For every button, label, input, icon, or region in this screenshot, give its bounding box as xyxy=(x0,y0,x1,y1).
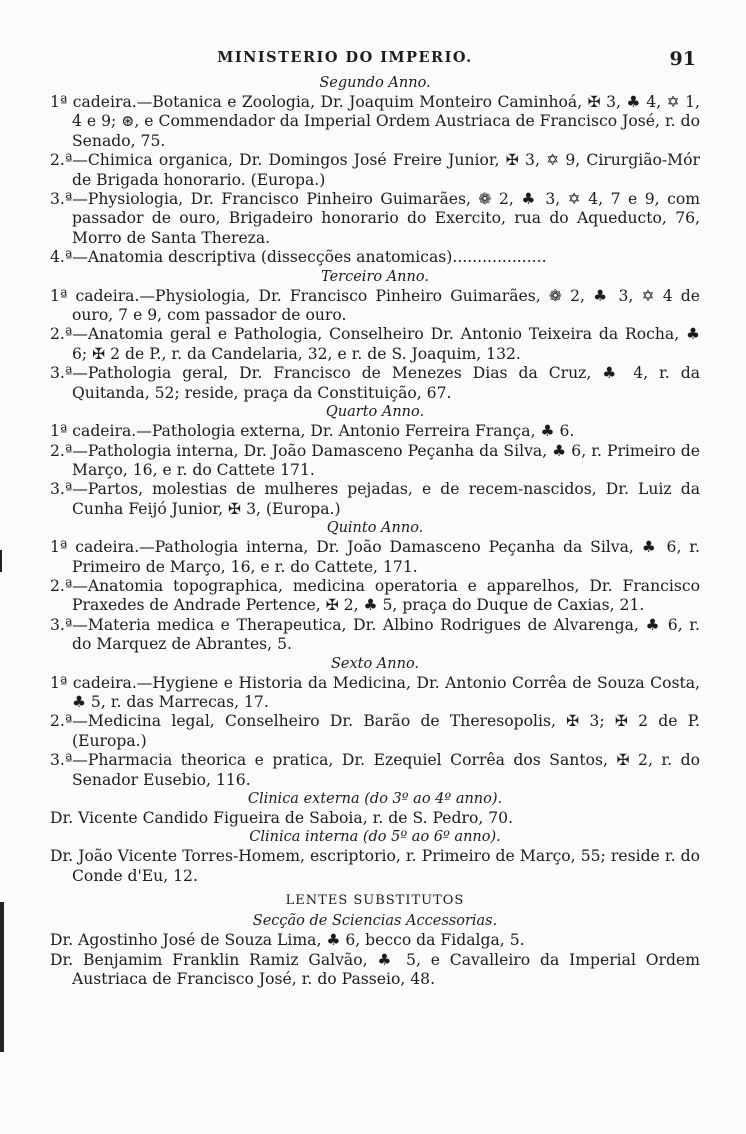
entry: 3.ª—Pathologia geral, Dr. Francisco de Menezes Dias da Cruz, ♣ 4, r. da Quitanda, 52; reside, praça da Constituição, 67. xyxy=(50,364,700,402)
running-header xyxy=(50,40,700,74)
section-heading: Terceiro Anno. xyxy=(321,268,429,285)
entry: 3.ª—Physiologia, Dr. Francisco Pinheiro Guimarães, ❁ 2, ♣ 3, ✡ 4, 7 e 9, com passador de ouro, Brigadeiro honorario do Exercito, rua do Aqueducto, 76, Morro de Santa Thereza. xyxy=(50,190,700,247)
section-clinica-externa xyxy=(50,790,700,828)
entry: Dr. João Vicente Torres-Homem, escriptorio, r. Primeiro de Março, 55; reside r. do Conde d'Eu, 12. xyxy=(50,847,700,885)
entry: 4.ª—Anatomia descriptiva (dissecções anatomicas)................... xyxy=(50,248,547,267)
entry: 1ª cadeira.—Pathologia interna, Dr. João Damasceno Peçanha da Silva, ♣ 6, r. Primeiro de Março, 16, e r. do Cattete, 171. xyxy=(50,538,700,576)
entry: Dr. Vicente Candido Figueira de Saboia, r. de S. Pedro, 70. xyxy=(50,809,514,827)
page-number: 91 xyxy=(669,48,696,70)
entry: 3.ª—Materia medica e Therapeutica, Dr. Albino Rodrigues de Alvarenga, ♣ 6, r. do Marquez de Abrantes, 5. xyxy=(50,615,700,654)
section-sexto-anno xyxy=(50,655,700,790)
entry: 2.ª—Anatomia topographica, medicina operatoria e apparelhos, Dr. Francisco Praxedes de Andrade Pertence, ✠ 2, ♣ 5, praça do Duque de Caxias, 21. xyxy=(50,576,700,615)
section-heading: Quarto Anno. xyxy=(325,404,425,421)
page xyxy=(50,40,700,989)
scan-edge-mark xyxy=(0,550,2,572)
entry: 2.ª—Anatomia geral e Pathologia, Conselheiro Dr. Antonio Teixeira da Rocha, ♣ 6; ✠ 2 de P., r. da Candelaria, 32, e r. de S. Joaquim, 132. xyxy=(50,325,700,363)
section-heading: Clinica interna (do 5º ao 6º anno). xyxy=(249,829,501,846)
section-heading: Quinto Anno. xyxy=(326,520,424,537)
section-terceiro-anno xyxy=(50,268,700,403)
section-lentes-substitutos xyxy=(50,890,700,989)
section-segundo-anno xyxy=(50,74,700,268)
section-quarto-anno xyxy=(50,403,700,519)
substitutes-subheading: Secção de Sciencias Accessorias. xyxy=(252,913,498,930)
section-clinica-interna xyxy=(50,828,700,886)
scan-edge-mark xyxy=(0,902,4,1052)
entry: 2.ª—Medicina legal, Conselheiro Dr. Barão de Theresopolis, ✠ 3; ✠ 2 de P. (Europa.) xyxy=(50,712,700,750)
entry: 2.ª—Pathologia interna, Dr. João Damasceno Peçanha da Silva, ♣ 6, r. Primeiro de Março, 16, e r. do Cattete 171. xyxy=(50,441,700,479)
section-heading: Clinica externa (do 3º ao 4º anno). xyxy=(247,791,503,807)
section-heading: Sexto Anno. xyxy=(330,655,420,672)
section-quinto-anno xyxy=(50,519,700,654)
entry: 1ª cadeira.—Physiologia, Dr. Francisco Pinheiro Guimarães, ❁ 2, ♣ 3, ✡ 4 de ouro, 7 e 9, com passador de ouro. xyxy=(50,286,700,325)
entry: 3.ª—Pharmacia theorica e pratica, Dr. Ezequiel Corrêa dos Santos, ✠ 2, r. do Senador Eusebio, 116. xyxy=(50,751,700,789)
entry: Dr. Benjamim Franklin Ramiz Galvão, ♣ 5, e Cavalleiro da Imperial Ordem Austriaca de Francisco José, r. do Passeio, 48. xyxy=(50,950,700,989)
substitutes-title: LENTES SUBSTITUTOS xyxy=(285,893,465,909)
entry: 1ª cadeira.—Hygiene e Historia da Medicina, Dr. Antonio Corrêa de Souza Costa, ♣ 5, r. das Marrecas, 17. xyxy=(50,673,700,711)
entry: Dr. Agostinho José de Souza Lima, ♣ 6, becco da Fidalga, 5. xyxy=(50,931,525,950)
header-title: MINISTERIO DO IMPERIO. xyxy=(217,49,473,66)
entry: 1ª cadeira.—Pathologia externa, Dr. Antonio Ferreira França, ♣ 6. xyxy=(50,422,575,441)
entry: 2.ª—Chimica organica, Dr. Domingos José Freire Junior, ✠ 3, ✡ 9, Cirurgião-Mór de Brigada honorario. (Europa.) xyxy=(50,151,700,189)
entry: 1ª cadeira.—Botanica e Zoologia, Dr. Joaquim Monteiro Caminhoá, ✠ 3, ♣ 4, ✡ 1, 4 e 9; ⊛, e Commendador da Imperial Ordem Austriaca de Francisco José, r. do Senado, 75. xyxy=(50,93,700,150)
section-heading: Segundo Anno. xyxy=(319,75,431,91)
entry: 3.ª—Partos, molestias de mulheres pejadas, e de recem-nascidos, Dr. Luiz da Cunha Feijó Junior, ✠ 3, (Europa.) xyxy=(50,480,700,518)
